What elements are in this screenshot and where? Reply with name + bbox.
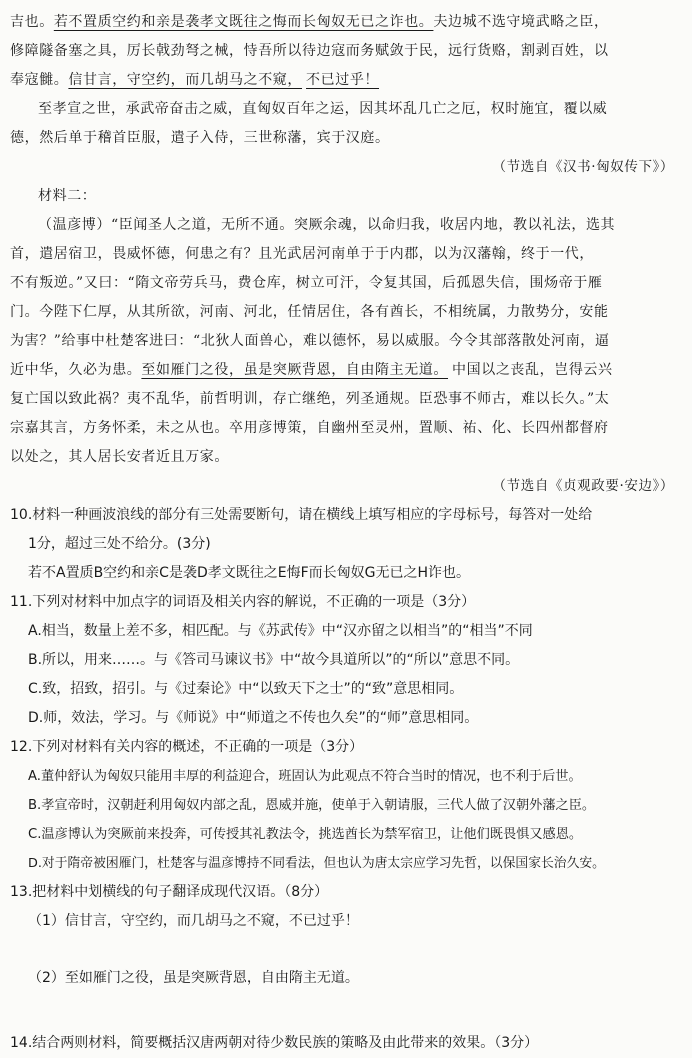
question-11-stem: 11.下列对材料中加点字的词语及相关内容的解说，不正确的一项是（3分） bbox=[10, 594, 476, 610]
question-12-stem: 12.下列对材料有关内容的概述，不正确的一项是（3分） bbox=[10, 739, 364, 755]
text: 近中华，久必为患。 bbox=[10, 362, 142, 378]
question-10-stem: 10.材料一种画波浪线的部分有三处需要断句，请在横线上填写相应的字母标号，每答对一处给 bbox=[10, 507, 593, 523]
material-one-line bbox=[10, 8, 678, 37]
answer-space bbox=[10, 993, 678, 1029]
material-one-para2-line: 至孝宣之世，承武帝奋击之威，直匈奴百年之运，因其坏乱几亡之厄，权时施宜，覆以威 bbox=[38, 101, 608, 117]
question-12-option-b: B.孝宣帝时，汉朝赶利用匈奴内部之乱，恩威并施，使单于入朝请服，三代人做了汉朝外藩之臣。 bbox=[28, 798, 596, 813]
material-two-line: 不有叛逆。”又曰：“隋文帝劳兵马，费仓库，树立可汗，令复其国，后孤恩失信，围炀帝于雁 bbox=[10, 275, 603, 291]
material-one-source: （节选自《汉书·匈奴传下》） bbox=[492, 159, 674, 175]
underlined-sentence: 至如雁门之役，虽是突厥背恩，自由隋主无道。 bbox=[141, 362, 449, 378]
question-11-option-b: B.所以，用来……。与《答司马谏议书》中“故今具道所以”的“所以”意思不同。 bbox=[28, 652, 520, 668]
question-12-option-a: A.董仲舒认为匈奴只能用丰厚的利益迎合，班固认为此观点不符合当时的情况，也不利于后世。 bbox=[28, 769, 582, 784]
text: 中国以之丧乱，岂得云兴 bbox=[452, 362, 613, 378]
material-one-para2-line: 德，然后单于稽首臣服，遣子入侍，三世称藩，宾于汉庭。 bbox=[10, 130, 390, 146]
material-one-line bbox=[10, 37, 678, 66]
material-two-line: 门。今陛下仁厚，从其所欲，河南、河北，任情居住，各有酋长，不相统属，力散势分，安能 bbox=[10, 304, 609, 320]
wavy-underlined-text: 若不置质空约和亲是袭孝文既往之悔而长匈奴无已之诈也。 bbox=[53, 14, 434, 30]
question-10-text: 若不A置质B空约和亲C是袭D孝文既往之E悔F而长匈奴G无已之H诈也。 bbox=[28, 565, 471, 581]
questions bbox=[10, 501, 678, 1058]
question-11-option-d: D.师，效法，学习。与《师说》中“师道之不传也久矣”的“师”意思相同。 bbox=[28, 710, 479, 726]
underlined-sentence: 信甘言，守空约，而几胡马之不窥， bbox=[68, 72, 303, 88]
material-two-source: （节选自《贞观政要·安边》） bbox=[492, 478, 674, 494]
question-13-item-2: （2）至如雁门之役，虽是突厥背恩，自由隋主无道。 bbox=[28, 970, 359, 986]
material-two-line: 为害？”给事中杜楚客进曰：“北狄人面兽心，难以德怀，易以威服。今令其部落散处河南，逼 bbox=[10, 333, 610, 349]
question-13-stem: 13.把材料中划横线的句子翻译成现代汉语。（8分） bbox=[10, 884, 329, 900]
question-13-item-1: （1）信甘言，守空约，而几胡马之不窥，不已过乎！ bbox=[28, 913, 359, 929]
material-two-line: （温彦博）“臣闻圣人之道，无所不通。突厥余魂，以命归我，收居内地，教以礼法，选其 bbox=[38, 217, 616, 233]
material-one bbox=[10, 8, 678, 182]
text: 修障隧备塞之具，厉长戟劲弩之械，恃吾所以待边寇而务赋敛于民，远行货赂，割剥百姓，以 bbox=[10, 43, 609, 59]
underlined-sentence: 不已过乎！ bbox=[306, 72, 380, 88]
question-12-option-c: C.温彦博认为突厥前来投奔，可传授其礼教法令，挑选酋长为禁军宿卫，让他们既畏惧又感恩。 bbox=[28, 827, 583, 842]
material-two bbox=[10, 182, 678, 501]
question-11-option-c: C.致，招致，招引。与《过秦论》中“以致天下之士”的“致”意思相同。 bbox=[28, 681, 464, 697]
question-14-stem: 14.结合两则材料，简要概括汉唐两朝对待少数民族的策略及由此带来的效果。（3分） bbox=[10, 1035, 539, 1051]
question-11-option-a: A.相当，数量上差不多，相匹配。与《苏武传》中“汉亦留之以相当”的“相当”不同 bbox=[28, 623, 533, 639]
material-two-line: 以处之，其人居长安者近且万家。 bbox=[10, 449, 229, 465]
material-two-line bbox=[10, 356, 678, 385]
question-10-stem-cont: 1分，超过三处不给分。(3分) bbox=[28, 536, 211, 552]
material-two-line: 首，遣居宿卫，畏威怀德，何患之有？且光武居河南单于于内郡，以为汉藩翰，终于一代， bbox=[10, 246, 594, 262]
answer-space bbox=[10, 936, 678, 964]
text: 夫边城不选守境武略之臣， bbox=[433, 14, 609, 30]
text: 吉也。 bbox=[10, 14, 54, 30]
material-two-title: 材料二： bbox=[38, 188, 97, 204]
material-two-line: 宗嘉其言，方务怀柔，未之从也。卒用彦博策，自幽州至灵州，置顺、祐、化、长四州都督府 bbox=[10, 420, 609, 436]
text: 奉寇雠。 bbox=[10, 72, 69, 88]
material-two-line: 复亡国以致此祸？夷不乱华，前哲明训，存亡继绝，列圣通规。臣恐事不师古，难以长久。”太 bbox=[10, 391, 610, 407]
question-12-option-d: D.对于隋帝被困雁门，杜楚客与温彦博持不同看法，但也认为唐太宗应学习先哲，以保国家长治久安。 bbox=[28, 856, 605, 871]
material-one-line bbox=[10, 66, 678, 95]
